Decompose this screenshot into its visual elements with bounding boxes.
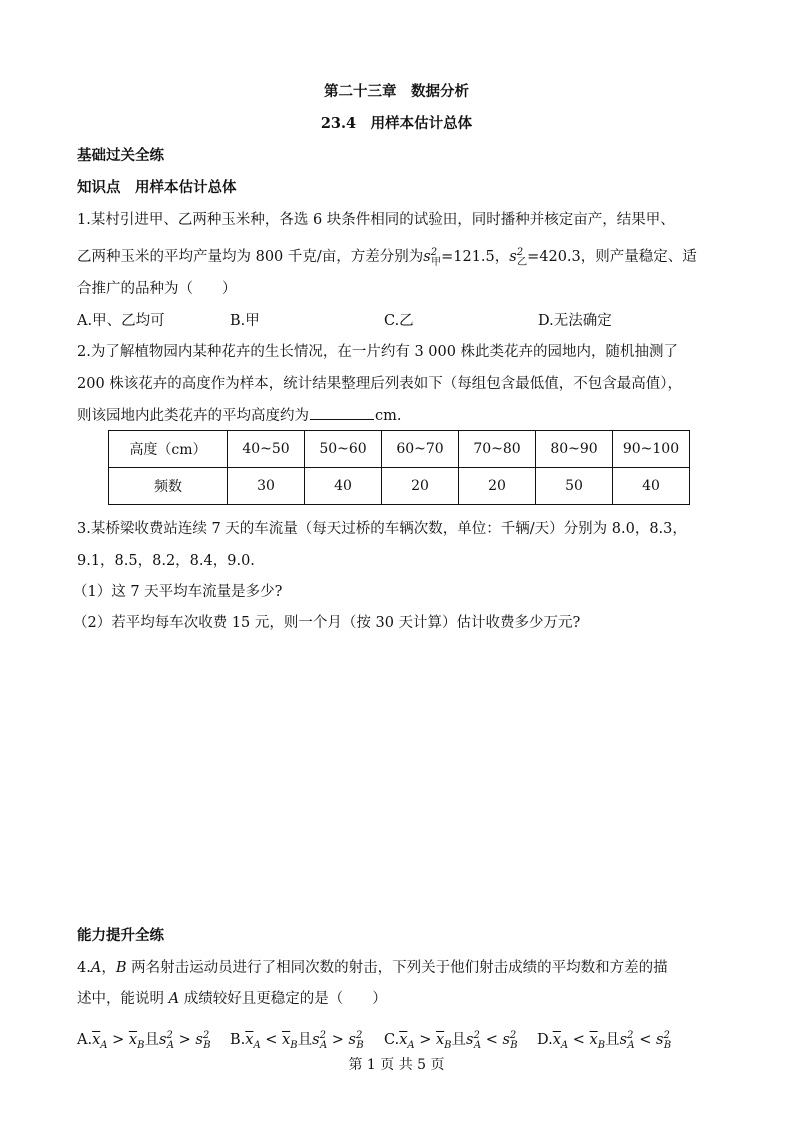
q4-line2-text-b: 成绩较好且更稳定的是（ ）	[179, 991, 387, 1007]
q4-option-c: $C.\overline{x}_A > \overline{x}_B$且$s^2_A < s^2_B$	[384, 1030, 518, 1051]
q4-option-a-label: A.	[77, 1031, 93, 1048]
table-cell: 20	[459, 468, 536, 505]
page-footer: 第 1 页 共 5 页	[348, 1057, 445, 1073]
q4-option-b-label: B.	[230, 1031, 246, 1048]
q1-sub-yi: 乙	[517, 256, 528, 268]
q2-unit: cm.	[375, 408, 402, 424]
q4-line2-A: A	[168, 991, 180, 1007]
table-cell: 90~100	[613, 431, 690, 468]
q3-line1: 3.某桥梁收费站连续 7 天的车流量（每天过桥的车辆次数，单位：千辆/天）分别为 8.0，8.3，	[77, 521, 687, 537]
table-cell: 50~60	[305, 431, 382, 468]
table-cell: 40~50	[228, 431, 305, 468]
q1-option-a: A.甲、乙均可	[77, 313, 165, 329]
q1-sub-jia: 甲	[431, 256, 442, 268]
q3-sub1: （1）这 7 天平均车流量是多少?	[73, 584, 283, 600]
q4-and: 且	[451, 1031, 467, 1048]
q4-comma: ，	[101, 960, 116, 976]
knowledge-point: 知识点 用样本估计总体	[77, 179, 237, 196]
q1-variance-yi: =420.3，则产量稳定、适	[527, 248, 697, 265]
q2-line1: 2.为了解植物园内某种花卉的生长情况，在一片约有 3 000 株此类花卉的园地内，随机抽测了	[77, 344, 679, 360]
answer-blank	[310, 405, 374, 420]
q4-B: B	[115, 960, 127, 976]
q4-and: 且	[605, 1031, 620, 1048]
q1-option-b: B.甲	[230, 313, 260, 329]
part2-title: 能力提升全练	[77, 927, 164, 944]
table-cell: 高度（cm）	[109, 431, 228, 468]
q4-and: 且	[297, 1031, 313, 1048]
table-cell: 30	[228, 468, 305, 505]
part1-title: 基础过关全练	[77, 147, 164, 164]
chapter-title: 第二十三章 数据分析	[324, 83, 469, 100]
table-cell: 80~90	[536, 431, 613, 468]
table-cell: 20	[382, 468, 459, 505]
section-title: 23.4 用样本估计总体	[320, 115, 473, 132]
q4-num: 4.	[77, 960, 91, 976]
q2-line3-text: 则该园地内此类花卉的平均高度约为	[77, 408, 309, 424]
q2-line2: 200 株该花卉的高度作为样本，统计结果整理后列表如下（每组包含最低值，不包含最高值），	[77, 376, 683, 392]
table-cell: 40	[613, 468, 690, 505]
q4-option-d: $D.\overline{x}_A < \overline{x}_B$且$s^2_A < s^2_B$	[537, 1030, 672, 1051]
variance-symbol-jia: $s^2_甲$	[423, 247, 442, 268]
q4-option-c-label: C.	[384, 1031, 400, 1048]
q4-line1-text: 两名射击运动员进行了相同次数的射击，下列关于他们射击成绩的平均数和方差的描	[126, 960, 668, 976]
q1-option-d: D.无法确定	[538, 313, 612, 329]
table-cell: 40	[305, 468, 382, 505]
q1-line1: 1.某村引进甲、乙两种玉米种，各选 6 块条件相同的试验田，同时播种并核定亩产，结果甲、	[77, 212, 675, 228]
q1-variance-jia: =121.5，	[441, 248, 510, 265]
q3-line2: 9.1，8.5，8.2，8.4，9.0.	[77, 553, 255, 569]
table-cell: 60~70	[382, 431, 459, 468]
q4-option-d-label: D.	[537, 1031, 553, 1048]
frequency-table	[108, 430, 690, 505]
q4-option-b: $B.\overline{x}_A < \overline{x}_B$且$s^2_A > s^2_B$	[230, 1030, 364, 1051]
q4-line2-text-a: 述中，能说明	[77, 991, 169, 1007]
q4-option-a: $A.\overline{x}_A > \overline{x}_B$且$s^2_A > s^2_B$	[77, 1030, 211, 1051]
q1-line2-text: 乙两种玉米的平均产量均为 800 千克/亩，方差分别为	[77, 248, 424, 265]
q4-and: 且	[144, 1031, 159, 1048]
table-cell: 70~80	[459, 431, 536, 468]
q2-line3	[77, 405, 401, 426]
q1-line3: 合推广的品种为（ ）	[77, 281, 237, 297]
table-cell: 50	[536, 468, 613, 505]
table-row	[109, 468, 690, 505]
q4-A: A	[90, 960, 102, 976]
table-cell: 频数	[109, 468, 228, 505]
q1-line2	[77, 243, 697, 273]
variance-symbol-yi: $s^2_乙$	[509, 247, 528, 268]
q4-line1	[77, 958, 668, 978]
q4-line2	[77, 989, 387, 1009]
q1-option-c: C.乙	[384, 313, 414, 329]
table-row	[109, 431, 690, 468]
q3-sub2: （2）若平均每车次收费 15 元，则一个月（按 30 天计算）估计收费多少万元?	[73, 615, 581, 631]
